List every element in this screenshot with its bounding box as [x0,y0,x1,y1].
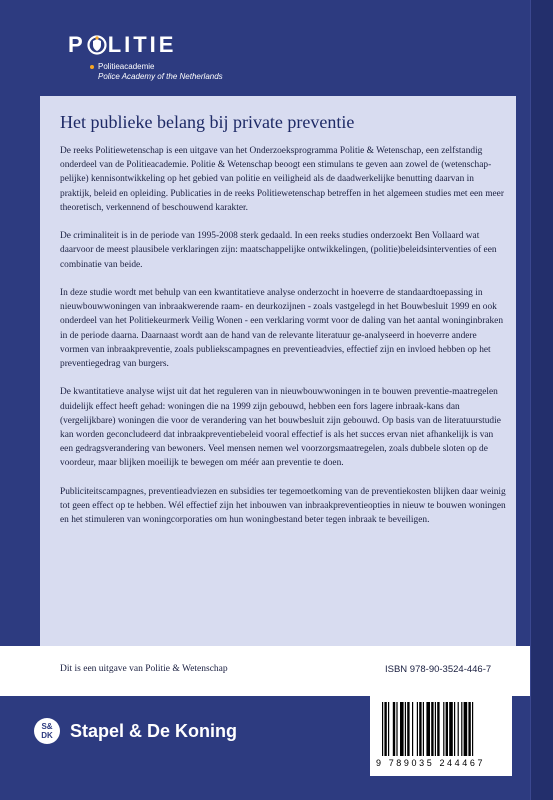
barcode-bar [384,702,386,756]
barcode-bar [405,702,406,756]
barcode-bar [407,702,409,756]
barcode-bar [449,702,453,756]
paragraph: De reeks Politiewetenschap is een uitgave van het Onderzoeksprogramma Politie & Wetenschap, een zelfstandig onderdeel van de Politieacademie. Politie & Wetenschap beoogt een stimulans te geven aan zowel de (wetenschap-pelijke) kennisontwikkeling op het gebied van politie en veiligheid als de daadwerkelijke benutting daarvan in praktijk, beleid en opleiding. Publicaties in de reeks Politiewetenschap betreffen in het algemeen studies met een meer theoretisch, verkennend of beschouwend karakter. [60,146,504,213]
barcode [370,696,512,776]
logo-subtitle [90,62,223,82]
barcode-bar [417,702,418,756]
barcode-bar [396,702,397,756]
info-strip [0,646,530,696]
publisher-logo [34,718,237,744]
barcode-bar [388,702,389,756]
logo-subtitle-en: Police Academy of the Netherlands [98,72,223,81]
publisher-name: Stapel & De Koning [70,720,238,741]
bullet-dot-icon [90,65,94,69]
paragraph: Publiciteitscampagnes, preventieadviezen en subsidies ter tegemoetkoming van de preventiekosten blijken daar weinig tot geen effect op te hebben. Wél effectief zijn het inbouwen van inbraakpreventieopties in nieuw te bouwen woningen en het stimuleren van woningcorporaties om hun woningbestand beter tegen inbraak te beveiligen. [60,486,506,526]
barcode-bar [426,702,430,756]
logo-subtitle-nl: Politieacademie [98,62,155,71]
barcode-bar [431,702,433,756]
barcode-bar [458,702,459,756]
barcode-bar [472,702,473,756]
blurb-text [60,144,507,542]
barcode-bar [464,702,468,756]
logo-letter-p: P [68,32,86,57]
logo-wordmark [68,34,223,56]
barcode-bar [382,702,383,756]
paragraph: De kwantitatieve analyse wijst uit dat het reguleren van in nieuwbouwwoningen in te bouwen preventie-maatregelen duidelijk effect heeft gehad: woningen die na 1999 zijn gebouwd, hebben een fors lagere inbraak-kans dan (vergelijkbare) woningen die voor de verandering van het bouwbesluit zijn gebouwd. Op basis van de literatuurstudie kan worden geconcludeerd dat inbraakpreventiebeleid vooral effectief is als het succes ervan niet afhankelijk is van een gedragsverandering van bewoners. Veel mensen nemen wel voorzorgsmaatregelen, zoals dubbele sloten op de voordeur, maar blijken moeilijk te bewegen om méér aan preventie te doen. [60,387,501,469]
barcode-bar [446,702,448,756]
logo-letters-litie: LITIE [107,32,177,57]
isbn: ISBN 978-90-3524-446-7 [385,664,492,675]
politie-logo [68,34,223,82]
police-emblem-icon [87,35,107,55]
spine-edge [530,0,553,800]
publisher-note: Dit is een uitgave van Politie & Wetenschap [60,664,228,674]
barcode-bar [468,702,470,756]
paragraph: De criminaliteit is in de periode van 1995-2008 sterk gedaald. In een reeks studies onderzoekt Ben Vollaard wat daarvoor de meest plausibele verklaringen zijn: maatschappelijke ontwikkelingen, (politie)beleidsinterventies of een combinatie van beide. [60,231,497,270]
barcode-bar [393,702,395,756]
barcode-bar [419,702,421,756]
barcode-bar [423,702,424,756]
barcode-bar [400,702,404,756]
barcode-bar [437,702,439,756]
barcode-bar [461,702,462,756]
barcode-bar [454,702,455,756]
publisher-mark-icon: S& DK [34,718,60,744]
barcode-bar [412,702,413,756]
barcode-bar [443,702,444,756]
barcode-bar [435,702,436,756]
barcode-bars [380,702,502,758]
barcode-digits: 9 789035 244467 [376,758,486,768]
book-title: Het publieke belang bij private preventie [60,112,355,132]
paragraph: In deze studie wordt met behulp van een kwantitatieve analyse onderzocht in hoeverre de standaardtoepassing in nieuwbouwwoningen van inbraakwerende raam- en deurkozijnen - zoals vastgelegd in het Bouwbesluit 1999 en ook onderdeel van het Politiekeurmerk Veilig Wonen - een verklaring vormt voor de daling van het aantal woninginbraken in de periode daarna. Daarnaast wordt aan de hand van de relevante literatuur ge-analyseerd in hoeverre andere vormen van inbraakpreventie, zoals publiekscampagnes en preventieadvies, effectief zijn en invloed hebben op het preventiegedrag van burgers. [60,288,504,370]
text-panel [40,96,516,646]
